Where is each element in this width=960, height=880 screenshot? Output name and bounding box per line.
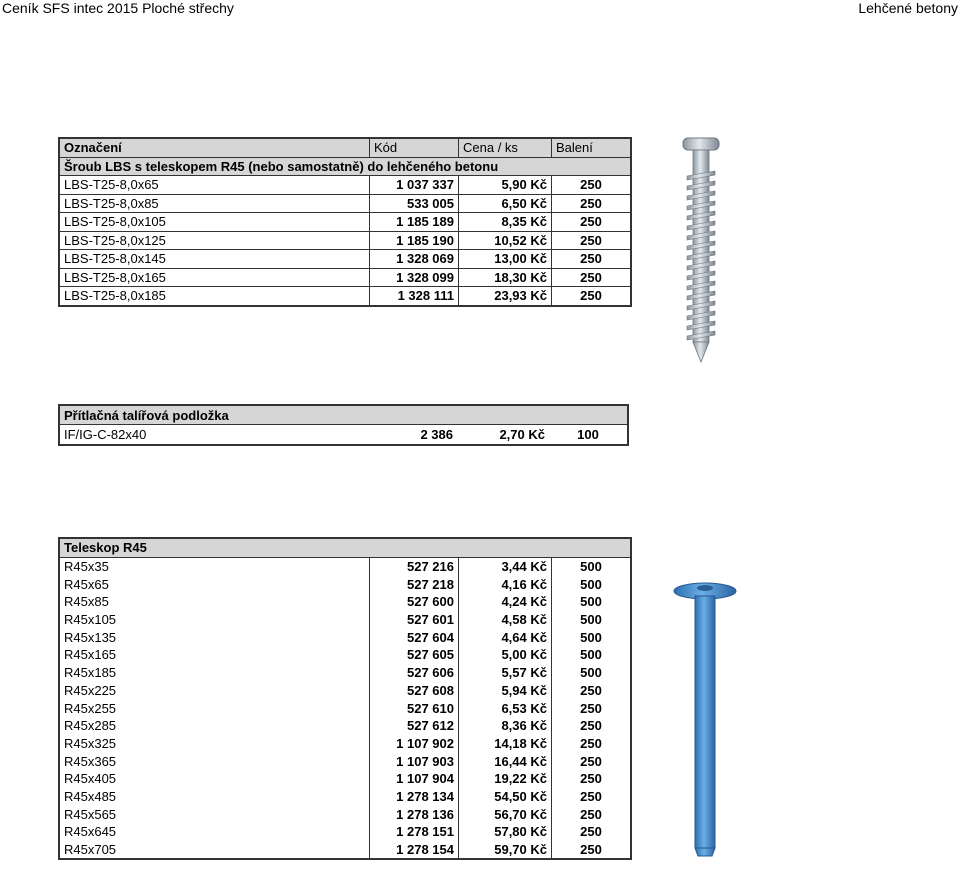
row-price: 6,50 Kč [459, 194, 552, 213]
row-name: R45x65 [59, 575, 370, 593]
row-price: 57,80 Kč [459, 823, 552, 841]
table-row [59, 287, 631, 306]
row-code: 1 278 134 [370, 788, 459, 806]
table-row [59, 841, 631, 860]
row-code: 1 278 151 [370, 823, 459, 841]
row-name: R45x285 [59, 717, 370, 735]
row-code: 527 604 [370, 628, 459, 646]
table-row [59, 699, 631, 717]
row-price: 59,70 Kč [459, 841, 552, 860]
col-code-header: Kód [370, 138, 459, 157]
row-price: 10,52 Kč [459, 231, 552, 250]
row-pack: 100 [577, 427, 599, 442]
table-row [59, 717, 631, 735]
row-price: 3,44 Kč [459, 557, 552, 575]
row-pack: 250 [552, 287, 632, 306]
row-price: 2,70 Kč [499, 427, 545, 442]
row-pack: 250 [552, 250, 632, 269]
table-row [59, 611, 631, 629]
row-name: R45x85 [59, 593, 370, 611]
row-pack: 500 [580, 665, 602, 681]
row-code: 533 005 [370, 194, 459, 213]
row-price: 5,57 Kč [459, 664, 552, 682]
col-pack-header: Balení [552, 138, 632, 157]
col-price-header: Cena / ks [459, 138, 552, 157]
row-price: 4,64 Kč [459, 628, 552, 646]
row-code: 1 328 069 [370, 250, 459, 269]
telescope-image [670, 580, 740, 862]
table-row [59, 231, 631, 250]
row-pack: 500 [580, 559, 602, 575]
row-code: 1 107 903 [370, 752, 459, 770]
row-name: R45x105 [59, 611, 370, 629]
row-code: 1 185 189 [370, 213, 459, 232]
row-pack: 250 [580, 735, 602, 751]
row-code: 527 610 [370, 699, 459, 717]
row-name: LBS-T25-8,0x65 [59, 176, 370, 195]
row-pack: 250 [580, 771, 602, 787]
row-pack: 500 [580, 576, 602, 592]
row-pack: 250 [580, 753, 602, 769]
row-name: LBS-T25-8,0x105 [59, 213, 370, 232]
row-code: 527 608 [370, 682, 459, 700]
row-name: LBS-T25-8,0x185 [59, 287, 370, 306]
row-price: 23,93 Kč [459, 287, 552, 306]
row-name: LBS-T25-8,0x125 [59, 231, 370, 250]
row-pack: 250 [580, 824, 602, 840]
row-name: R45x645 [59, 823, 370, 841]
table-row [59, 735, 631, 753]
table-row [59, 682, 631, 700]
table-row [59, 788, 631, 806]
row-name: LBS-T25-8,0x165 [59, 268, 370, 287]
section-title: Přítlačná talířová podložka [59, 405, 628, 425]
row-name: R45x185 [59, 664, 370, 682]
screw-image [676, 134, 726, 366]
row-name: R45x705 [59, 841, 370, 860]
row-pack: 250 [552, 213, 632, 232]
row-pack: 250 [580, 718, 602, 734]
row-code: 1 278 136 [370, 805, 459, 823]
table-row [59, 628, 631, 646]
row-price: 4,16 Kč [459, 575, 552, 593]
row-code: 527 601 [370, 611, 459, 629]
row-pack: 250 [552, 268, 632, 287]
price-table-washer [58, 404, 629, 446]
row-name: LBS-T25-8,0x85 [59, 194, 370, 213]
row-code: 527 218 [370, 575, 459, 593]
row-price: 54,50 Kč [459, 788, 552, 806]
row-price: 5,00 Kč [459, 646, 552, 664]
row-code: 527 216 [370, 557, 459, 575]
section-title: Šroub LBS s teleskopem R45 (nebo samostatně) do lehčeného betonu [59, 157, 631, 176]
row-name: R45x565 [59, 805, 370, 823]
table-row [59, 823, 631, 841]
price-table-lbs [58, 137, 632, 307]
row-pack: 250 [580, 788, 602, 804]
row-code: 2 386 [420, 427, 453, 442]
row-price: 4,58 Kč [459, 611, 552, 629]
row-price: 8,36 Kč [459, 717, 552, 735]
table-row [59, 425, 628, 446]
row-code: 1 037 337 [370, 176, 459, 195]
row-pack: 250 [552, 176, 632, 195]
row-pack: 250 [580, 682, 602, 698]
col-name-header: Označení [59, 138, 370, 157]
row-price: 16,44 Kč [459, 752, 552, 770]
row-price: 14,18 Kč [459, 735, 552, 753]
section-title-row [59, 157, 631, 176]
row-price: 8,35 Kč [459, 213, 552, 232]
table-row [59, 557, 631, 575]
row-price: 4,24 Kč [459, 593, 552, 611]
row-name: R45x485 [59, 788, 370, 806]
table-row [59, 752, 631, 770]
row-name: R45x35 [59, 557, 370, 575]
price-table-telescope [58, 537, 632, 860]
row-code: 527 600 [370, 593, 459, 611]
row-code: 1 185 190 [370, 231, 459, 250]
row-name: LBS-T25-8,0x145 [59, 250, 370, 269]
row-pack: 500 [580, 594, 602, 610]
row-pack: 500 [580, 647, 602, 663]
table-row [59, 176, 631, 195]
table-row [59, 213, 631, 232]
row-name: R45x325 [59, 735, 370, 753]
row-code: 527 612 [370, 717, 459, 735]
row-price: 6,53 Kč [459, 699, 552, 717]
section-title: Teleskop R45 [59, 538, 631, 557]
row-name: R45x405 [59, 770, 370, 788]
row-name: R45x365 [59, 752, 370, 770]
row-code: 527 606 [370, 664, 459, 682]
row-pack: 250 [552, 231, 632, 250]
row-code: 1 328 099 [370, 268, 459, 287]
row-name: R45x225 [59, 682, 370, 700]
header-left-title: Ceník SFS intec 2015 Ploché střechy [2, 0, 234, 16]
row-pack: 250 [580, 700, 602, 716]
table-row [59, 593, 631, 611]
row-code: 1 107 904 [370, 770, 459, 788]
row-code: 1 328 111 [370, 287, 459, 306]
row-price: 13,00 Kč [459, 250, 552, 269]
row-price: 5,94 Kč [459, 682, 552, 700]
table-row [59, 268, 631, 287]
table-header-row [59, 138, 631, 157]
header-right-title: Lehčené betony [858, 0, 958, 16]
section-title-row [59, 405, 628, 425]
table-row [59, 194, 631, 213]
row-pack: 250 [580, 842, 602, 858]
row-pack: 500 [580, 629, 602, 645]
row-price: 56,70 Kč [459, 805, 552, 823]
row-code: 1 278 154 [370, 841, 459, 860]
row-name: R45x255 [59, 699, 370, 717]
table-row [59, 664, 631, 682]
table-row [59, 575, 631, 593]
table-row [59, 646, 631, 664]
table-row [59, 250, 631, 269]
row-name: R45x135 [59, 628, 370, 646]
row-code: 527 605 [370, 646, 459, 664]
row-price: 5,90 Kč [459, 176, 552, 195]
row-name: IF/IG-C-82x40 [64, 427, 147, 442]
row-pack: 250 [552, 194, 632, 213]
row-price: 18,30 Kč [459, 268, 552, 287]
row-pack: 500 [580, 612, 602, 628]
table-row [59, 770, 631, 788]
section-title-row [59, 538, 631, 557]
row-name: R45x165 [59, 646, 370, 664]
row-price: 19,22 Kč [459, 770, 552, 788]
row-pack: 250 [580, 806, 602, 822]
row-code: 1 107 902 [370, 735, 459, 753]
table-row [59, 805, 631, 823]
